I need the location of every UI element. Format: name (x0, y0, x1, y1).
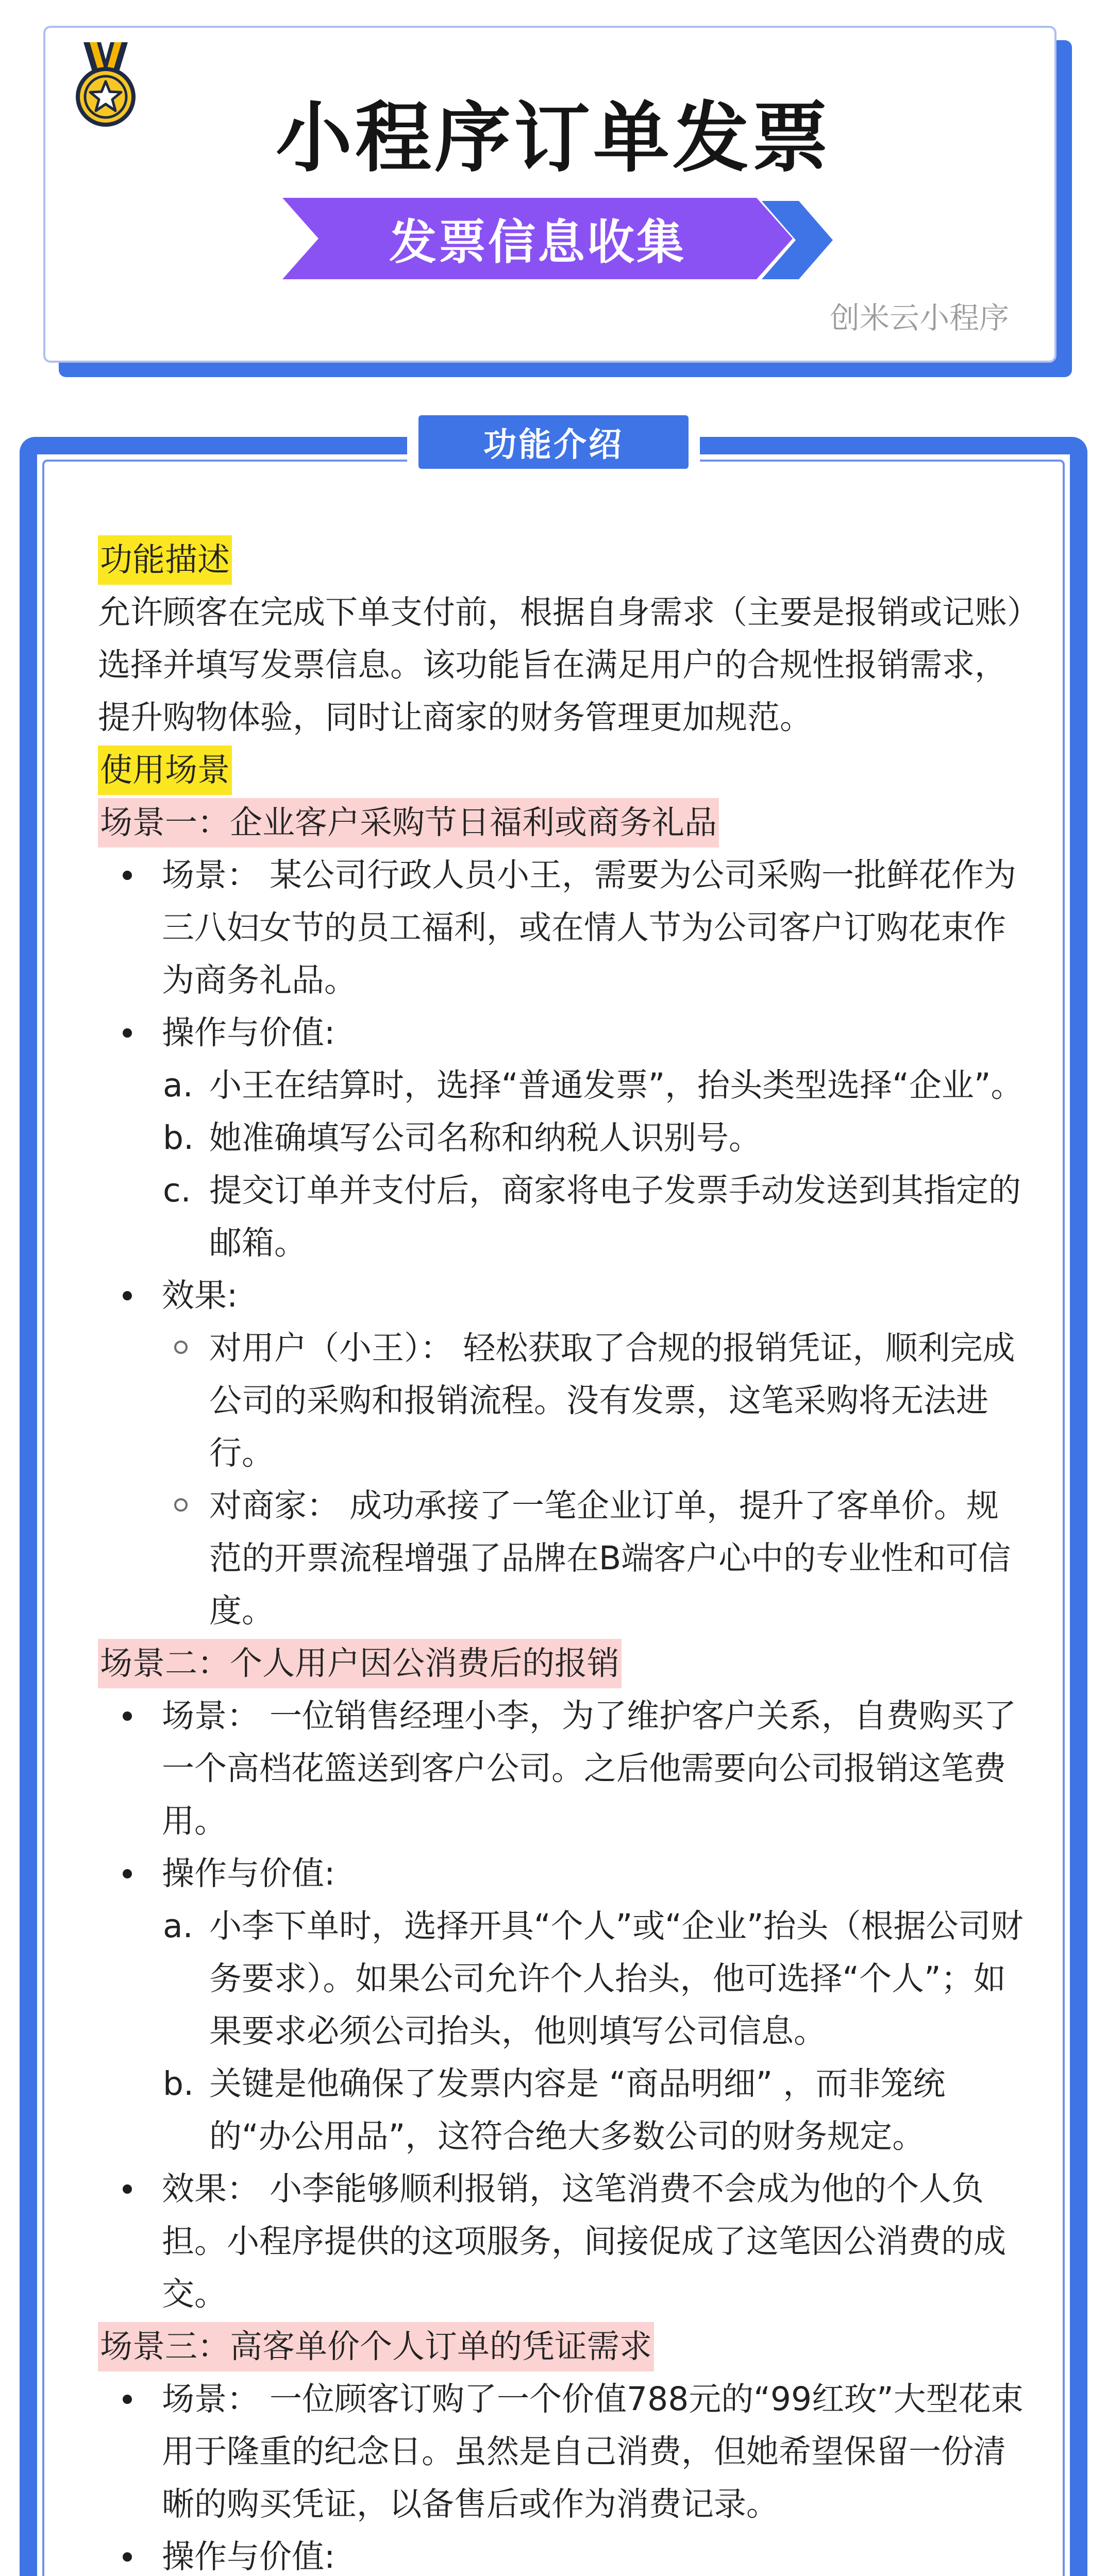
scenario-2-context: 场景： 一位销售经理小李，为了维护客户关系，自费购买了一个高档花篮送到客户公司。之后他需要向公司报销这笔费用。 (98, 1690, 1026, 1848)
list-item (98, 1164, 1026, 1269)
list-letter: c. (163, 1172, 191, 1209)
scenario-1-effect-merchant: 对商家： 成功承接了一笔企业订单，提升了客单价。规范的开票流程增强了品牌在B端客户心中的专业性和可信度。 (98, 1480, 1026, 1637)
scenario-3-context: 场景： 一位顾客订购了一个价值788元的“99红玫”大型花束用于隆重的纪念日。虽然是自己消费，但她希望保留一份清晰的购买凭证，以备售后或作为消费记录。 (98, 2373, 1026, 2531)
list-item-text: 她准确填写公司名称和纳税人识别号。 (209, 1119, 761, 1157)
list-item (98, 1112, 1026, 1164)
scenario-1-title: 场景一：企业客户采购节日福利或商务礼品 (98, 798, 719, 848)
scenario-1-ops-label: 操作与价值: (98, 1007, 1026, 1059)
scenario-1-effect-user: 对用户（小王）： 轻松获取了合规的报销凭证，顺利完成公司的采购和报销流程。没有发票，这笔采购将无法进行。 (98, 1322, 1026, 1480)
list-item (98, 2058, 1026, 2163)
section-tab-label: 功能介绍 (418, 415, 689, 469)
ribbon-label: 发票信息收集 (389, 215, 686, 270)
list-item (98, 1900, 1026, 2058)
heading-function-description: 功能描述 (98, 535, 232, 585)
list-item-text: 提交订单并支付后，商家将电子发票手动发送到其指定的邮箱。 (209, 1172, 1021, 1262)
function-description-text: 允许顾客在完成下单支付前，根据自身需求（主要是报销或记账）选择并填写发票信息。该功能旨在满足用户的合规性报销需求，提升购物体验，同时让商家的财务管理更加规范。 (98, 594, 1024, 736)
list-item (98, 1059, 1026, 1112)
scenario-3-ops-label: 操作与价值: (98, 2531, 1026, 2576)
scenario-1-context: 场景： 某公司行政人员小王，需要为公司采购一批鲜花作为三八妇女节的员工福利，或在情人节为公司客户订购花束作为商务礼品。 (98, 849, 1026, 1007)
heading-usage-scenarios: 使用场景 (98, 745, 232, 795)
scenario-1-effect-label: 效果: (98, 1269, 1026, 1322)
list-item-text: 小王在结算时，选择“普通发票”，抬头类型选择“企业”。 (209, 1066, 1024, 1104)
list-item-text: 小李下单时，选择开具“个人”或“企业”抬头（根据公司财务要求）。如果公司允许个人抬头，他可选择“个人”；如果要求必须公司抬头，他则填写公司信息。 (209, 1907, 1024, 2050)
list-letter: b. (163, 1119, 194, 1157)
content-body (98, 534, 1026, 2576)
list-letter: a. (163, 1066, 193, 1104)
scenario-2-ops-label: 操作与价值: (98, 1848, 1026, 1900)
app-title: 小程序订单发票 (276, 94, 831, 182)
scenario-2-effect: 效果： 小李能够顺利报销，这笔消费不会成为他的个人负担。小程序提供的这项服务，间接促成了这笔因公消费的成交。 (98, 2163, 1026, 2320)
brand-label: 创米云小程序 (829, 300, 1009, 335)
scenario-2-title: 场景二：个人用户因公消费后的报销 (98, 1639, 622, 1688)
list-letter: b. (163, 2065, 194, 2103)
list-item-text: 关键是他确保了发票内容是 “商品明细” ，而非笼统的“办公用品”，这符合绝大多数公司的财务规定。 (209, 2065, 946, 2155)
scenario-3-title: 场景三：高客单价个人订单的凭证需求 (98, 2322, 654, 2371)
list-letter: a. (163, 1907, 193, 1945)
